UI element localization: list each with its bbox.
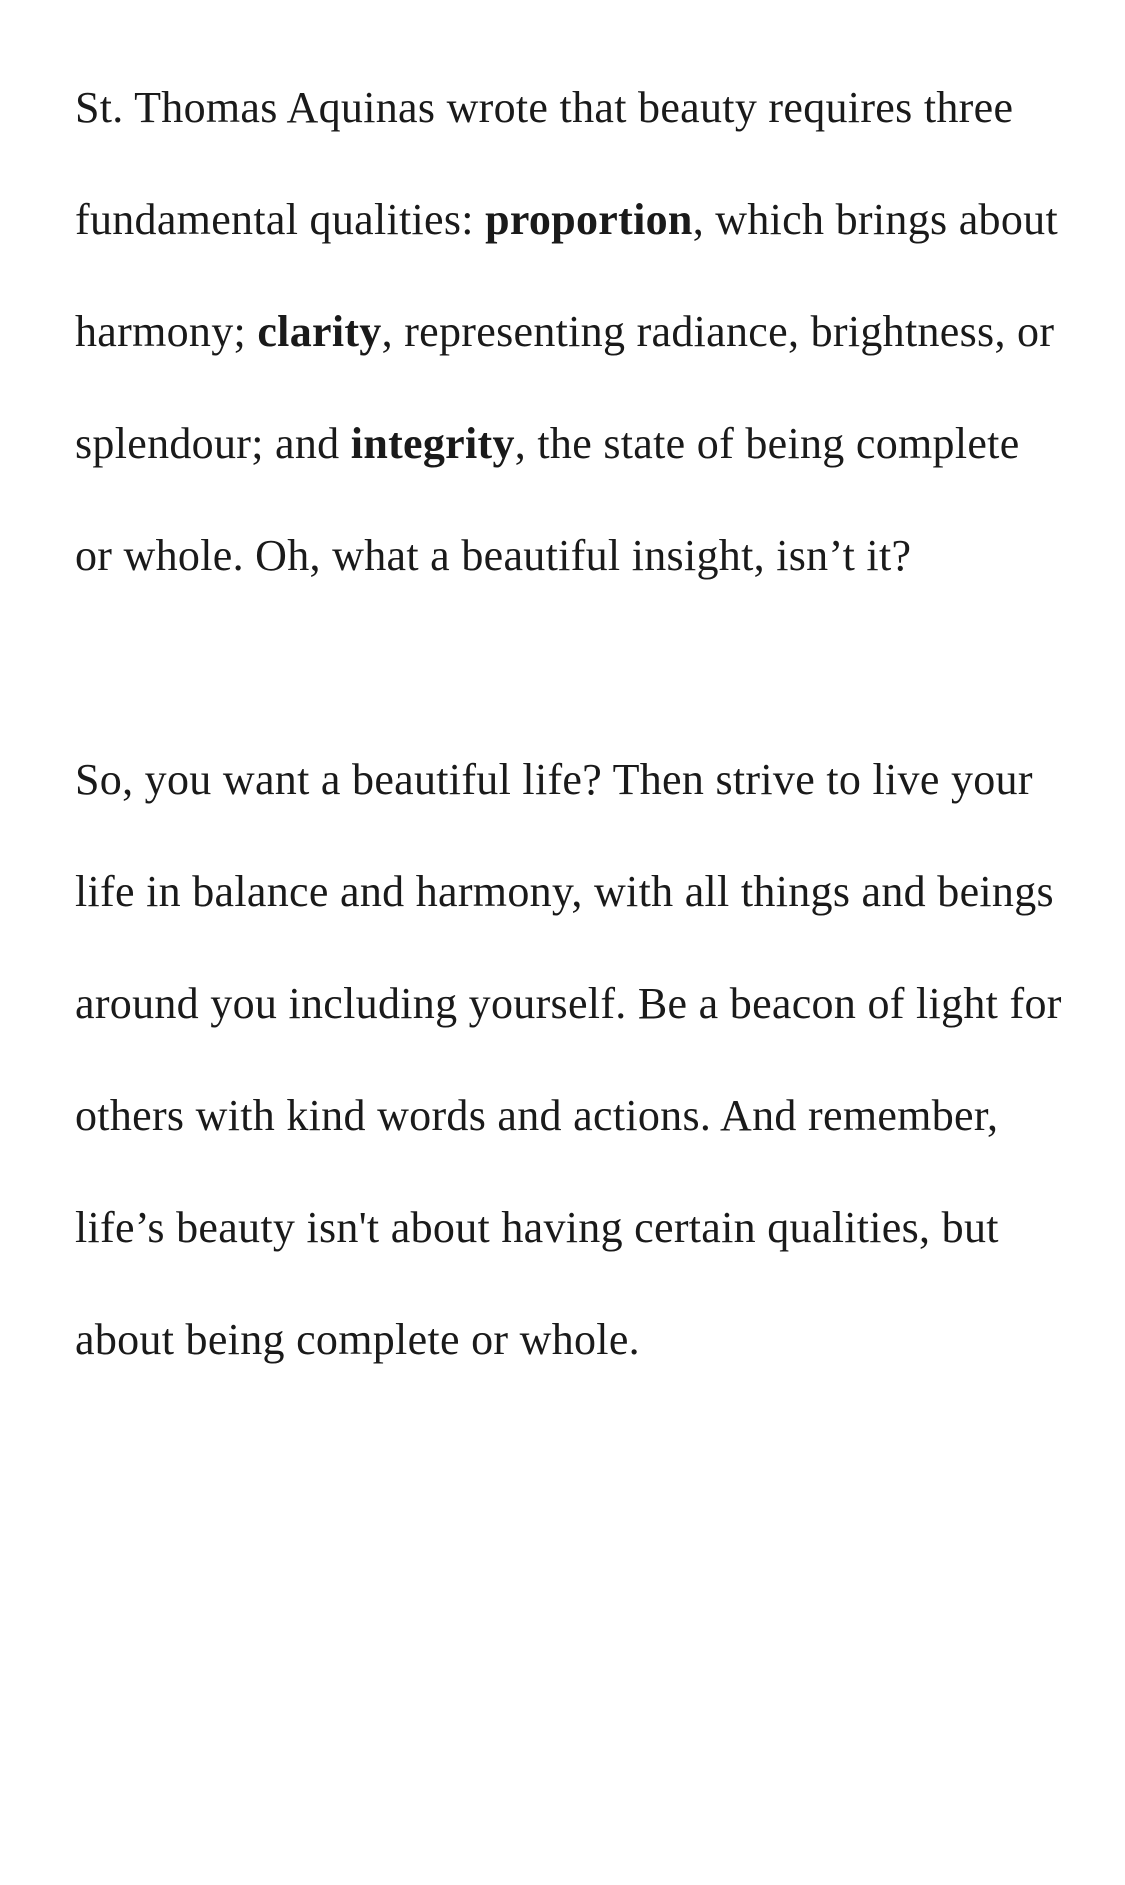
term-proportion: proportion xyxy=(485,195,693,244)
paragraph-aquinas xyxy=(75,52,1065,612)
paragraph-text: St. Thomas Aquinas wrote that beauty requires three fundamental qualities: xyxy=(75,83,1014,244)
paragraph-text: So, you want a beautiful life? Then strive to live your life in balance and harmony, with all things and beings around you including yourself. Be a beacon of light for others with kind words and actions. And remember, life’s beauty isn't about having certain qualities, but about being complete or whole. xyxy=(75,755,1062,1364)
term-clarity: clarity xyxy=(257,307,382,356)
paragraph-text: , which brings about harmony; xyxy=(75,195,1058,356)
paragraph-text: , the state of being complete or whole. Oh, what a beautiful insight, isn’t it? xyxy=(75,419,1020,580)
paragraph-text: , representing radiance, brightness, or splendour; and xyxy=(75,307,1055,468)
article-body xyxy=(75,52,1065,1396)
paragraph-beautiful-life xyxy=(75,724,1065,1396)
term-integrity: integrity xyxy=(350,419,515,468)
